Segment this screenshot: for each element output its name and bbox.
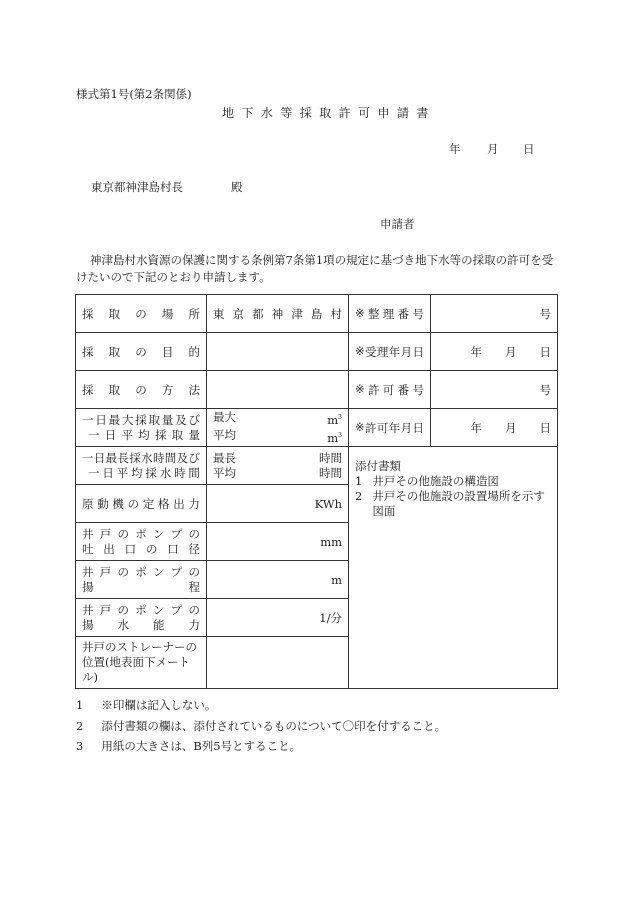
place-label: 採 取 の 場 所	[82, 306, 200, 321]
time-label-2: 一 日 平 均 採 水 時 間	[88, 465, 200, 480]
recv-day: 日	[539, 344, 551, 359]
volume-label-2: 一 日 平 均 採 取 量	[88, 427, 200, 442]
strainer-label-cell	[76, 637, 207, 689]
method-field[interactable]	[207, 371, 349, 409]
permit-day: 日	[539, 420, 551, 435]
time-label-cell	[76, 447, 207, 485]
ref-no-label-cell	[349, 295, 431, 333]
attachment-2: 2 井戸その他施設の設置場所を示す図面	[355, 489, 545, 518]
purpose-label: 採 取 の 目 的	[82, 344, 200, 359]
permit-no-unit: 号	[539, 382, 551, 397]
recv-year: 年	[470, 344, 482, 359]
volume-max-unit: $m^3$	[327, 412, 342, 427]
attachments-cell[interactable]	[349, 447, 558, 689]
head-field[interactable]	[207, 561, 349, 599]
volume-label-cell	[76, 409, 207, 447]
recv-label: ※ 受 理 年 月 日	[355, 343, 424, 359]
head-label-2: 揚 程	[82, 579, 200, 594]
cap-unit: 1/分	[319, 610, 342, 625]
applicant-label: 申請者	[380, 217, 415, 231]
honorific: 殿	[231, 180, 243, 194]
ref-no-label: ※ 整 理 番 号	[355, 305, 424, 321]
recv-label-cell	[349, 333, 431, 371]
notes	[76, 695, 446, 757]
recv-month: 月	[505, 344, 517, 359]
application-statement: 神津島村水資源の保護に関する条例第7条第1項の規定に基づき地下水等の採取の許可を受けたいので下記のとおり申請します。	[76, 253, 554, 284]
cap-label-cell	[76, 599, 207, 637]
date-year: 年	[449, 142, 461, 156]
cap-label-2: 揚 水 能 力	[82, 617, 200, 632]
bore-field[interactable]	[207, 523, 349, 561]
method-label: 採 取 の 方 法	[82, 382, 200, 397]
note-3: 3 用紙の大きさは、B列5号とすること。	[76, 739, 302, 753]
method-label-cell	[76, 371, 207, 409]
volume-avg-label: 平均	[213, 427, 236, 442]
application-table	[75, 294, 558, 689]
time-field[interactable]	[207, 447, 349, 485]
recv-date-field[interactable]	[431, 333, 558, 371]
purpose-label-cell	[76, 333, 207, 371]
place-value-cell[interactable]	[207, 295, 349, 333]
date-month: 月	[487, 142, 499, 156]
bore-label-cell	[76, 523, 207, 561]
attachments-title: 添付書類	[355, 459, 401, 473]
motor-label-cell	[76, 485, 207, 523]
volume-max-label: 最大	[213, 409, 236, 424]
ref-no-unit: 号	[539, 306, 551, 321]
volume-avg-unit: $m^3$	[327, 430, 342, 445]
time-max-unit: 時間	[319, 450, 342, 465]
place-value: 東 京 都 神 津 島 村	[213, 306, 342, 321]
bore-unit: mm	[320, 534, 342, 549]
ref-no-field[interactable]	[431, 295, 558, 333]
permit-no-field[interactable]	[431, 371, 558, 409]
addressee: 東京都神津島村長	[91, 180, 183, 194]
attachment-1: 1 井戸その他施設の構造図	[355, 474, 499, 488]
bore-label-1: 井 戸 の ポ ン プ の	[82, 526, 200, 541]
permit-date-label: ※ 許 可 年 月 日	[355, 419, 424, 435]
purpose-field[interactable]	[207, 333, 349, 371]
bore-label-2: 吐 出 口 の 口 径	[82, 541, 200, 556]
place-label-cell	[76, 295, 207, 333]
head-label-cell	[76, 561, 207, 599]
date-line	[449, 141, 535, 157]
note-2: 2 添付書類の欄は、添付されているものについて〇印を付すること。	[76, 718, 447, 733]
time-label-1: 一 日 最 長 採 水 時 間 及 び	[82, 450, 200, 465]
strainer-field[interactable]	[207, 637, 349, 689]
cap-label-1: 井 戸 の ポ ン プ の	[82, 602, 200, 617]
volume-label-1: 一 日 最 大 採 取 量 及 び	[82, 412, 200, 427]
permit-no-label-cell	[349, 371, 431, 409]
permit-date-field[interactable]	[431, 409, 558, 447]
document-title: 地下水等採取許可申請書	[222, 106, 436, 120]
motor-field[interactable]	[207, 485, 349, 523]
permit-date-label-cell	[349, 409, 431, 447]
note-1: 1 ※印欄は記入しない。	[76, 698, 217, 712]
motor-unit: KWh	[314, 496, 342, 511]
head-unit: m	[331, 572, 342, 587]
head-label-1: 井 戸 の ポ ン プ の	[82, 564, 200, 579]
date-day: 日	[523, 142, 535, 156]
time-avg-label: 平均	[213, 465, 236, 480]
permit-no-label: ※ 許 可 番 号	[355, 381, 424, 397]
motor-label: 原 動 機 の 定 格 出 力	[82, 496, 200, 511]
volume-field[interactable]	[207, 409, 349, 447]
cap-field[interactable]	[207, 599, 349, 637]
permit-month: 月	[505, 420, 517, 435]
strainer-label: 井戸のストレーナーの位置(地表面下メートル)	[82, 640, 197, 684]
time-avg-unit: 時間	[319, 465, 342, 480]
form-number: 様式第1号(第2条関係)	[76, 87, 192, 101]
time-max-label: 最長	[213, 450, 236, 465]
permit-year: 年	[470, 420, 482, 435]
